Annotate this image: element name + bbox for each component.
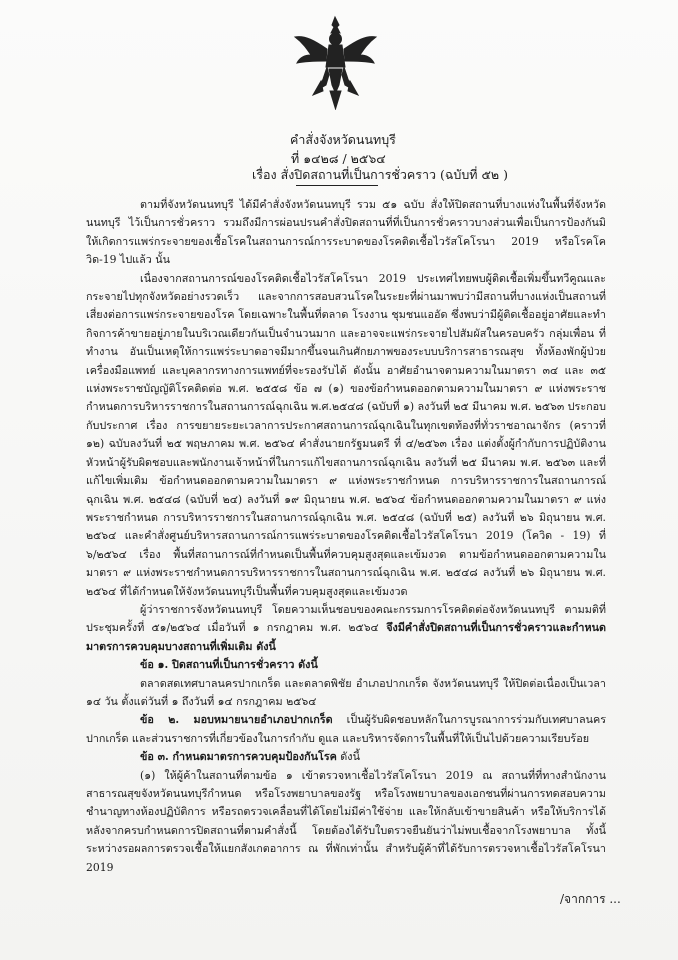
clause-heading: ข้อ ๒. มอบหมายนายอำเภอปากเกร็ด xyxy=(140,713,333,727)
clause-heading: ข้อ ๓. กำหนดมาตรการควบคุมป้องกันโรค xyxy=(140,750,337,764)
paragraph xyxy=(86,196,606,270)
paragraph-text: ตามที่จังหวัดนนทบุรี ได้มีคำสั่งจังหวัดนนทบุรี รวม ๕๑ ฉบับ สั่งให้ปิดสถานที่บางแห่งในพื้นที่จังหวัดนนทบุรี ไว้เป็นการชั่วคราว รวมถึงมีการผ่อนปรนคำสั่งปิดสถานที่ที่เป็นการชั่วคราวบางส่วนเพื่อเป็นการป้องกันมิให้เกิดการแพร่กระจายของเชื้อโรคในสถานการณ์การระบาดของโรคติดเชื้อไวรัสโคโรนา 2019 หรือโรคโควิด-19 ไปแล้ว นั้น xyxy=(86,198,606,267)
paragraph xyxy=(86,748,606,766)
subject-line: เรื่อง สั่งปิดสถานที่เป็นการชั่วคราว (ฉบับที่ ๕๒ ) xyxy=(252,167,509,182)
document-body xyxy=(86,196,606,877)
continuation-marker: /จากการ ... xyxy=(560,892,621,906)
clause-heading: ข้อ ๑. ปิดสถานที่เป็นการชั่วคราว ดังนี้ xyxy=(140,658,318,672)
order-statement: จึงมีคำสั่งปิดสถานที่เป็นการชั่วคราวและกำหนดมาตรการควบคุมบางสถานที่เพิ่มเติม ดังนี้ xyxy=(86,621,606,653)
paragraph xyxy=(86,601,606,656)
paragraph-text: ผู้ว่าราชการจังหวัดนนทบุรี โดยความเห็นชอบของคณะกรรมการโรคติดต่อจังหวัดนนทบุรี ตามมติที่ประชุมครั้งที่ ๕๑/๒๕๖๔ เมื่อวันที่ ๑ กรกฎาคม พ.ศ. ๒๕๖๔ xyxy=(86,602,606,635)
paragraph xyxy=(86,675,606,712)
paragraph xyxy=(86,711,606,748)
garuda-emblem-icon xyxy=(293,15,378,110)
paragraph-text: เป็นผู้รับผิดชอบหลักในการบูรณาการร่วมกับเทศบาลนครปากเกร็ด และส่วนราชการที่เกี่ยวข้องในการกำกับ ดูแล และบริหารจัดการในพื้นที่ให้เป็นไปด้วยความเรียบร้อย xyxy=(86,713,606,745)
paragraph xyxy=(86,270,606,601)
document-authority: คำสั่งจังหวัดนนทบุรี xyxy=(290,132,396,147)
title-divider xyxy=(296,185,378,186)
paragraph-text: เนื่องจากสถานการณ์ของโรคติดเชื้อไวรัสโคโรนา 2019 ประเทศไทยพบผู้ติดเชื้อเพิ่มขึ้นทวีคูณและกระจายไปทุกจังหวัดอย่างรวดเร็ว และจากการสอบสวนโรคในระยะที่ผ่านมาพบว่ามีสถานที่บางแห่งเป็นสถานที่เสี่ยงต่อการแพร่กระจายของโรค โดยเฉพาะในพื้นที่ตลาด โรงงาน ชุมชนแออัด ซึ่งพบว่ามีผู้ติดเชื้ออยู่อาศัยและทำกิจการค้าขายอยู่ภายในบริเวณเดียวกันเป็นจำนวนมาก และอาจจะแพร่กระจายไปสัมผัสในครอบครัว กลุ่มเพื่อน ที่ทำงาน อันเป็นเหตุให้การแพร่ระบาดอาจมีมากขึ้นจนเกินศักยภาพของระบบบริการสาธารณสุข ทั้งห้องพักผู้ป่วย เครื่องมือแพทย์ และบุคลากรทางการแพทย์ที่จะรองรับได้ ดังนั้น อาศัยอำนาจตามความในมาตรา ๓๔ และ ๓๕ แห่งพระราชบัญญัติโรคติดต่อ พ.ศ. ๒๕๕๘ ข้อ ๗ (๑) ของข้อกำหนดออกตามความในมาตรา ๙ แห่งพระราชกำหนดการบริหารราชการในสถานการณ์ฉุกเฉิน พ.ศ.๒๕๔๘ (ฉบับที่ ๑) ลงวันที่ ๒๕ มีนาคม พ.ศ. ๒๕๖๓ ประกอบกับประกาศ เรื่อง การขยายระยะเวลาการประกาศสถานการณ์ฉุกเฉินในทุกเขตท้องที่ทั่วราชอาณาจักร (คราวที่ ๑๒) ฉบับลงวันที่ ๒๕ พฤษภาคม พ.ศ. ๒๕๖๔ คำสั่งนายกรัฐมนตรี ที่ ๔/๒๕๖๓ เรื่อง แต่งตั้งผู้กำกับการปฏิบัติงาน หัวหน้าผู้รับผิดชอบและพนักงานเจ้าหน้าที่ในการแก้ไขสถานการณ์ฉุกเฉิน ลงวันที่ ๒๕ มีนาคม พ.ศ. ๒๕๖๓ และที่แก้ไขเพิ่มเติม ข้อกำหนดออกตามความในมาตรา ๙ แห่งพระราชกำหนด การบริหารราชการในสถานการณ์ฉุกเฉิน พ.ศ. ๒๕๔๘ (ฉบับที่ ๒๔) ลงวันที่ ๑๙ มิถุนายน พ.ศ. ๒๕๖๔ ข้อกำหนดออกตามความในมาตรา ๙ แห่งพระราชกำหนด การบริหารราชการในสถานการณ์ฉุกเฉิน พ.ศ. ๒๕๔๘ (ฉบับที่ ๒๕) ลงวันที่ ๒๖ มิถุนายน พ.ศ. ๒๕๖๔ และคำสั่งศูนย์บริหารสถานการณ์การแพร่ระบาดของโรคติดเชื้อไวรัสโคโรนา 2019 (โควิด - 19) ที่ ๖/๒๕๖๔ เรื่อง พื้นที่สถานการณ์ที่กำหนดเป็นพื้นที่ควบคุมสูงสุดและเข้มงวด ตามข้อกำหนดออกตามความในมาตรา ๙ แห่งพระราชกำหนดการบริหารราชการในสถานการณ์ฉุกเฉิน พ.ศ. ๒๕๔๘ ลงวันที่ ๒๖ มิถุนายน พ.ศ. ๒๕๖๔ ที่ได้กำหนดให้จังหวัดนนทบุรีเป็นพื้นที่ควบคุมสูงสุดและเข้มงวด xyxy=(86,271,606,598)
paragraph-text: ตลาดสดเทศบาลนครปากเกร็ด และตลาดพิชัย อำเภอปากเกร็ด จังหวัดนนทบุรี ให้ปิดต่อเนื่องเป็นเวลา ๑๔ วัน ตั้งแต่วันที่ ๑ ถึงวันที่ ๑๔ กรกฎาคม ๒๕๖๔ xyxy=(86,676,606,708)
order-number: ที่ ๑๔๒๘ / ๒๕๖๔ xyxy=(291,151,386,166)
paragraph xyxy=(86,656,606,674)
paragraph-text: ดังนี้ xyxy=(336,750,360,764)
paragraph xyxy=(86,767,606,877)
paragraph-text: (๑) ให้ผู้ค้าในสถานที่ตามข้อ ๑ เข้าตรวจหาเชื้อไวรัสโคโรนา 2019 ณ สถานที่ที่ทางสำนักงานสาธารณสุขจังหวัดนนทบุรีกำหนด หรือโรงพยาบาลของรัฐ หรือโรงพยาบาลของเอกชนที่ผ่านการทดสอบความชำนาญทางห้องปฏิบัติการ หรือรถตรวจเคลื่อนที่ได้โดยไม่มีค่าใช้จ่าย และให้กลับเข้าขายสินค้า หรือให้บริการได้หลังจากครบกำหนดการปิดสถานที่ตามคำสั่งนี้ โดยต้องได้รับใบตรวจยืนยันว่าไม่พบเชื้อจากโรงพยาบาล ทั้งนี้ระหว่างรอผลการตรวจเชื้อให้แยกสังเกตอาการ ณ ที่พักเท่านั้น สำหรับผู้ค้าที่ได้รับการตรวจหาเชื้อไวรัสโคโรนา 2019 xyxy=(86,768,606,874)
